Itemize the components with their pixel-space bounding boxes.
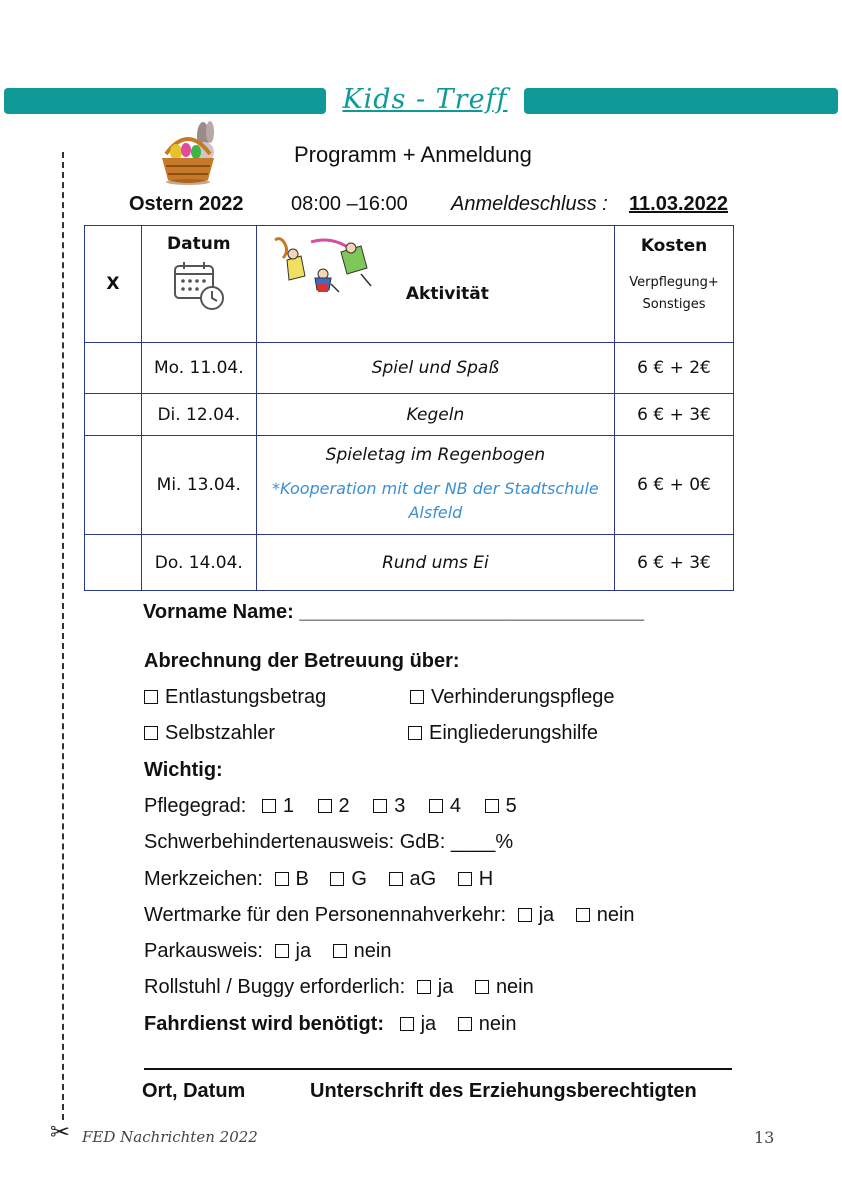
checkbox[interactable] [275,944,289,958]
checkbox[interactable] [333,944,347,958]
row-activity-cell [256,436,614,535]
checkbox[interactable] [458,1017,472,1031]
signature-guardian-label: Unterschrift des Erziehungsberechtigten [310,1080,697,1102]
parkausweis-row [144,940,391,963]
checkbox[interactable] [475,980,489,994]
table-row [85,436,734,535]
wertmarke-row [144,904,635,927]
option-label: 5 [505,795,517,817]
option-label: ja [295,940,312,962]
rollstuhl-label: Rollstuhl / Buggy erforderlich: [144,976,406,998]
merkzeichen-label: Merkzeichen: [144,868,263,890]
table-row [85,535,734,591]
pflegegrad-row [144,795,517,818]
table-header-row [85,226,734,343]
checkbox[interactable] [262,799,276,813]
merkzeichen-option[interactable] [330,868,367,890]
parkausweis-label: Parkausweis: [144,940,263,962]
row-cost: 6 € + 0€ [615,436,734,535]
pflegegrad-option[interactable] [262,795,294,817]
checkbox[interactable] [144,726,158,740]
pflegegrad-option[interactable] [429,795,461,817]
billing-heading: Abrechnung der Betreuung über: [144,650,460,672]
row-date: Di. 12.04. [141,394,256,436]
row-select-cell[interactable] [85,343,142,394]
header-bar-left [4,88,326,114]
pflegegrad-label: Pflegegrad: [144,795,247,817]
deadline-label: Anmeldeschluss : [451,193,608,215]
option-label: ja [538,904,555,926]
option-label: H [478,868,494,890]
checkbox[interactable] [373,799,387,813]
checkbox[interactable] [275,872,289,886]
option-label: Verhinderungspflege [431,686,615,708]
header-datum [141,226,256,343]
option-label: nein [596,904,635,926]
option-label: 2 [338,795,350,817]
header-kosten-sub2: Sonstiges [642,297,706,312]
row-activity: Kegeln [256,394,614,436]
no-option[interactable] [576,904,635,926]
option-label: Selbstzahler [165,722,276,744]
yes-option[interactable] [518,904,555,926]
rollstuhl-row [144,976,534,999]
option-label: aG [409,868,437,890]
header-bar-right [524,88,838,114]
option-label: 3 [394,795,406,817]
option-entlastung[interactable] [144,686,326,709]
yes-option[interactable] [275,940,312,962]
row-date: Do. 14.04. [141,535,256,591]
table-row [85,343,734,394]
page-subtitle: Programm + Anmeldung [294,142,532,167]
page-number: 13 [754,1128,775,1147]
row-date: Mi. 13.04. [141,436,256,535]
row-select-cell[interactable] [85,436,142,535]
schwerbehindert-field[interactable]: Schwerbehindertenausweis: GdB: ____% [144,831,514,853]
row-activity: Spiel und Spaß [256,343,614,394]
event-time: 08:00 –16:00 [291,193,408,215]
fahrdienst-row [144,1013,517,1036]
checkbox[interactable] [417,980,431,994]
scissors-icon: ✂ [50,1119,71,1146]
checkbox[interactable] [400,1017,414,1031]
wertmarke-label: Wertmarke für den Personennahverkehr: [144,904,507,926]
checkbox[interactable] [458,872,472,886]
option-verhinderung[interactable] [410,686,614,709]
signature-line[interactable] [144,1068,732,1070]
checkbox[interactable] [318,799,332,813]
row-select-cell[interactable] [85,394,142,436]
row-date: Mo. 11.04. [141,343,256,394]
yes-option[interactable] [400,1013,437,1035]
merkzeichen-option[interactable] [389,868,437,890]
row-cost: 6 € + 2€ [615,343,734,394]
row-activity: Rund ums Ei [256,535,614,591]
checkbox[interactable] [330,872,344,886]
cut-line [62,152,64,1120]
header-aktivitaet [256,226,614,343]
calendar-clock-icon [172,260,226,312]
no-option[interactable] [333,940,392,962]
event-name: Ostern 2022 [129,193,244,215]
deadline-date: 11.03.2022 [629,193,728,215]
option-label: 4 [449,795,462,817]
no-option[interactable] [458,1013,517,1035]
row-activity: Spieletag im Regenbogen [325,445,546,465]
table-row [85,394,734,436]
fahrdienst-label: Fahrdienst wird benötigt: [144,1013,384,1035]
pflegegrad-option[interactable] [485,795,517,817]
row-activity-note: *Kooperation mit der NB der Stadtschule Alsfeld [272,479,599,522]
option-label: ja [437,976,454,998]
option-label: nein [495,976,534,998]
checkbox[interactable] [410,690,424,704]
option-label: G [351,868,367,890]
checkbox[interactable] [429,799,443,813]
header-kosten-label: Kosten [640,236,708,256]
yes-option[interactable] [417,976,454,998]
checkbox[interactable] [485,799,499,813]
header-kosten [615,226,734,343]
checkbox[interactable] [408,726,422,740]
kids-playing-icon [271,234,381,296]
option-label: Entlastungsbetrag [165,686,327,708]
option-label: B [295,868,309,890]
checkbox[interactable] [144,690,158,704]
option-label: ja [420,1013,437,1035]
name-field[interactable]: Vorname Name: _______________________________ [143,601,645,623]
merkzeichen-row [144,868,493,891]
option-eingliederung[interactable] [408,722,598,745]
program-table [84,225,734,591]
page-title: Kids - Treff [342,84,508,115]
checkbox[interactable] [518,908,532,922]
option-label: nein [353,940,392,962]
important-heading: Wichtig: [144,759,223,781]
row-cost: 6 € + 3€ [615,394,734,436]
header-datum-label: Datum [167,234,231,254]
header-x: X [85,226,142,343]
row-select-cell[interactable] [85,535,142,591]
checkbox[interactable] [576,908,590,922]
pflegegrad-option[interactable] [318,795,350,817]
pflegegrad-option[interactable] [373,795,405,817]
merkzeichen-option[interactable] [275,868,309,890]
header-aktivitaet-label: Aktivität [405,284,489,304]
row-cost: 6 € + 3€ [615,535,734,591]
no-option[interactable] [475,976,534,998]
merkzeichen-option[interactable] [458,868,493,890]
footer-title: FED Nachrichten 2022 [82,1128,258,1146]
option-label: Eingliederungshilfe [429,722,599,744]
checkbox[interactable] [389,872,403,886]
header-kosten-sub1: Verpflegung+ [629,275,719,290]
option-selbstzahler[interactable] [144,722,275,745]
option-label: nein [478,1013,517,1035]
easter-basket-icon [158,118,224,188]
signature-place-label: Ort, Datum [142,1080,246,1102]
option-label: 1 [282,795,294,817]
